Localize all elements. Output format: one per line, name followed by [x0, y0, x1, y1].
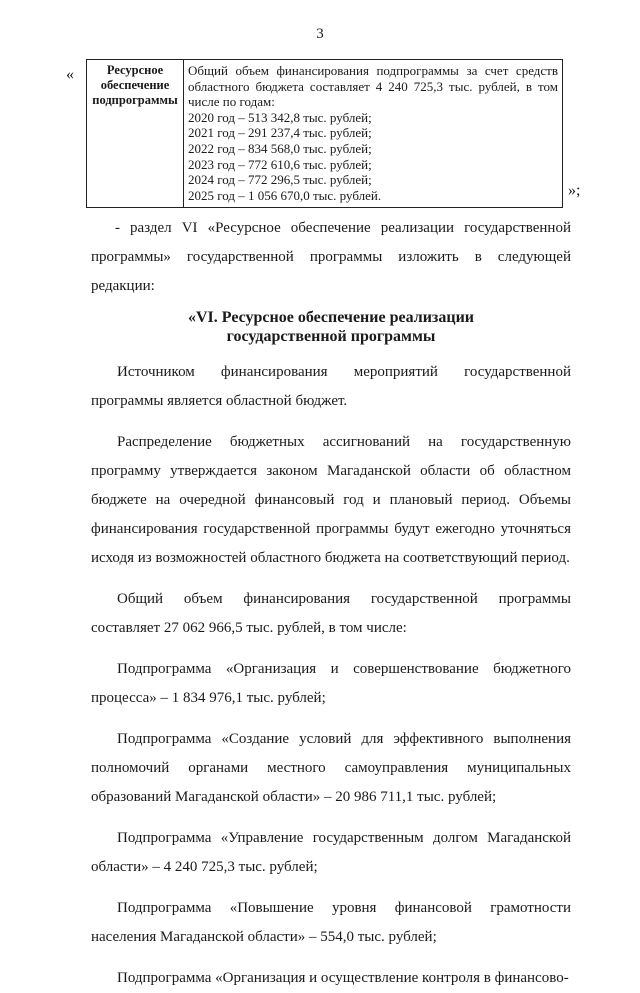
section-title [91, 308, 571, 346]
year-line: 2023 год – 772 610,6 тыс. рублей; [188, 156, 372, 172]
paragraph-funding-source: Источником финансирования мероприятий государственной программы является областной бюджет. [91, 364, 571, 409]
section-title-line: «VI. Ресурсное обеспечение реализации [187, 309, 475, 326]
paragraph-subprogram: Подпрограмма «Организация и совершенствование бюджетного процесса» – 1 834 976,1 тыс. рублей; [91, 661, 571, 706]
closing-quote: »; [568, 182, 581, 199]
year-line: 2020 год – 513 342,8 тыс. рублей; [188, 109, 372, 125]
paragraph-total: Общий объем финансирования государственной программы составляет 27 062 966,5 тыс. рублей, в том числе: [91, 591, 571, 636]
year-line: 2025 год – 1 056 670,0 тыс. рублей. [188, 187, 382, 203]
table-content-cell [184, 60, 563, 208]
table-intro: Общий объем финансирования подпрограммы за счет средств областного бюджета составляет 4 240 725,3 тыс. рублей, в том числе по годам: [188, 63, 558, 110]
paragraph-subprogram: Подпрограмма «Создание условий для эффективного выполнения полномочий органами местного самоуправления муниципальных образований Магаданской области» – 20 986 711,1 тыс. рублей; [91, 731, 571, 805]
table-row [87, 60, 563, 208]
paragraph-subprogram: Подпрограмма «Управление государственным долгом Магаданской области» – 4 240 725,3 тыс. рублей; [91, 830, 571, 875]
resource-table [86, 59, 563, 208]
section-title-line: государственной программы [226, 328, 436, 345]
amendment-paragraph: - раздел VI «Ресурсное обеспечение реализации государственной программы» государственной программы изложить в следующей редакции: [91, 220, 571, 294]
paragraph-subprogram: Подпрограмма «Повышение уровня финансовой грамотности населения Магаданской области» – 554,0 тыс. рублей; [91, 900, 571, 945]
table-label-cell: Ресурсное обеспечение подпрограммы [87, 60, 184, 208]
year-line: 2024 год – 772 296,5 тыс. рублей; [188, 172, 372, 188]
paragraph-subprogram: Подпрограмма «Организация и осуществление контроля в финансово- [117, 970, 569, 986]
year-line: 2021 год – 291 237,4 тыс. рублей; [188, 125, 372, 141]
opening-quote: « [66, 66, 74, 83]
paragraph-distribution: Распределение бюджетных ассигнований на государственную программу утверждается законом Магаданской области об областном бюджете на очередной финансовый год и плановый период. Объемы финансирования государственной программы будут ежегодно уточняться исходя из возможностей областного бюджета на соответствующий период. [91, 434, 571, 566]
document-body [91, 214, 571, 993]
page-number: 3 [316, 26, 324, 42]
year-line: 2022 год – 834 568,0 тыс. рублей; [188, 140, 372, 156]
